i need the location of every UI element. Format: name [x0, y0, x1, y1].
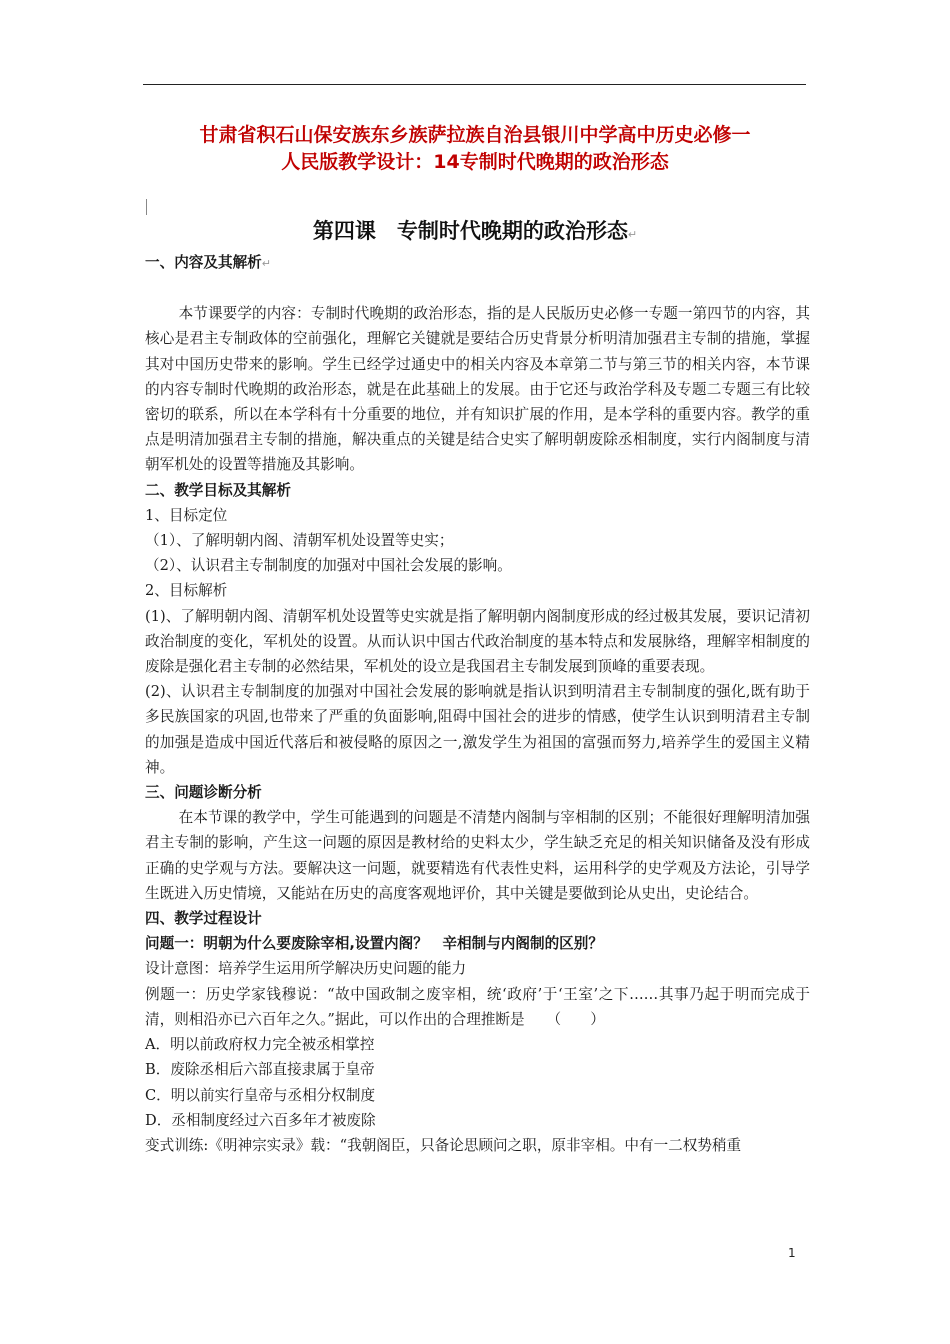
section-heading-diagnosis: 三、问题诊断分析	[145, 784, 262, 802]
option-a: A．明以前政府权力完全被丞相掌控	[145, 1036, 375, 1054]
example-question: 例题一：历史学家钱穆说：“故中国政制之废宰相，统‘政府’于‘王室’之下……其事乃起于明而完成于清，则相沿亦已六百年之久。”据此，可以作出的合理推断是 （ ）	[145, 985, 810, 1028]
option-c: C．明以前实行皇帝与丞相分权制度	[145, 1086, 376, 1104]
title-line-2: 人民版教学设计：14专制时代晚期的政治形态	[281, 151, 669, 173]
title-line-1: 甘肃省积石山保安族东乡族萨拉族自治县银川中学高中历史必修一	[199, 124, 751, 146]
document-body	[145, 250, 810, 1158]
option-b: B．废除丞相后六部直接隶属于皇帝	[145, 1061, 375, 1079]
lesson-title: 第四课 专制时代晚期的政治形态↵	[312, 219, 638, 243]
content-analysis-paragraph: 本节课要学的内容：专制时代晚期的政治形态，指的是人民版历史必修一专题一第四节的内容，其核心是君主专制政体的空前强化，理解它关键就是要结合历史背景分析明清加强君主专制的措施，掌握其对中国历史带来的影响。学生已经学过通史中的相关内容及本章第二节与第三节的相关内容，本节课的内容专制时代晚期的政治形态，就是在此基础上的发展。由于它还与政治学科及专题二专题三有比较密切的联系，所以在本学科有十分重要的地位，并有知识扩展的作用，是本学科的重要内容。教学的重点是明清加强君主专制的措施，解决重点的关键是结合史实了解明朝废除丞相制度，实行内阁制度与清朝军机处的设置等措施及其影响。	[145, 305, 810, 474]
section-heading-objectives: 二、教学目标及其解析	[145, 481, 291, 499]
question-one-heading: 问题一：明朝为什么要废除宰相,设置内阁？ 辛相制与内阁制的区别？	[145, 935, 603, 953]
objective-analysis-1: (1)、了解明朝内阁、清朝军机处设置等史实就是指了解明朝内阁制度形成的经过极其发展，要识记清初政治制度的变化，军机处的设置。从而认识中国古代政治制度的基本特点和发展脉络，理解宰相制度的废除是强化君主专制的必然结果，军机处的设立是我国君主专制发展到顶峰的重要表现。	[145, 607, 810, 676]
section-heading-process: 四、教学过程设计	[145, 910, 262, 928]
header-rule	[143, 84, 806, 85]
section-heading-content: 一、内容及其解析↵	[145, 254, 271, 271]
page-number: 1	[788, 1246, 796, 1260]
paragraph-mark-icon: ↵	[261, 257, 271, 270]
objective-item-2: （2）、认识君主专制制度的加强对中国社会发展的影响。	[145, 557, 512, 575]
document-title	[120, 122, 830, 176]
diagnosis-paragraph: 在本节课的教学中，学生可能遇到的问题是不清楚内阁制与宰相制的区别；不能很好理解明清加强君主专制的影响，产生这一问题的原因是教材给的史料太少，学生缺乏充足的相关知识储备及没有形成正确的史学观与方法。要解决这一问题，就要精选有代表性史料，运用科学的史学观及方法论，引导学生既进入历史情境，又能站在历史的高度客观地评价，其中关键是要做到论从史出，史论结合。	[145, 809, 810, 902]
objective-analysis-2: (2)、认识君主专制制度的加强对中国社会发展的影响就是指认识到明清君主专制制度的强化,既有助于多民族国家的巩固,也带来了严重的负面影响,阻碍中国社会的进步的情感，使学生认识到明清君主专制的加强是造成中国近代落后和被侵略的原因之一,激发学生为祖国的富强而努力,培养学生的爱国主义精神。	[145, 683, 810, 776]
paragraph-mark-icon: ↵	[627, 228, 638, 241]
text-cursor-mark	[146, 199, 149, 215]
objective-subheading-2: 2、目标解析	[145, 582, 228, 600]
design-intent: 设计意图：培养学生运用所学解决历史问题的能力	[145, 960, 467, 978]
variant-exercise: 变式训练:《明神宗实录》载：“我朝阁臣，只备论思顾问之职，原非宰相。中有一二权势稍重	[145, 1136, 742, 1154]
objective-subheading-1: 1、目标定位	[145, 506, 228, 524]
objective-item-1: （1）、了解明朝内阁、清朝军机处设置等史实；	[145, 532, 454, 550]
option-d: D．丞相制度经过六百多年才被废除	[145, 1111, 376, 1129]
